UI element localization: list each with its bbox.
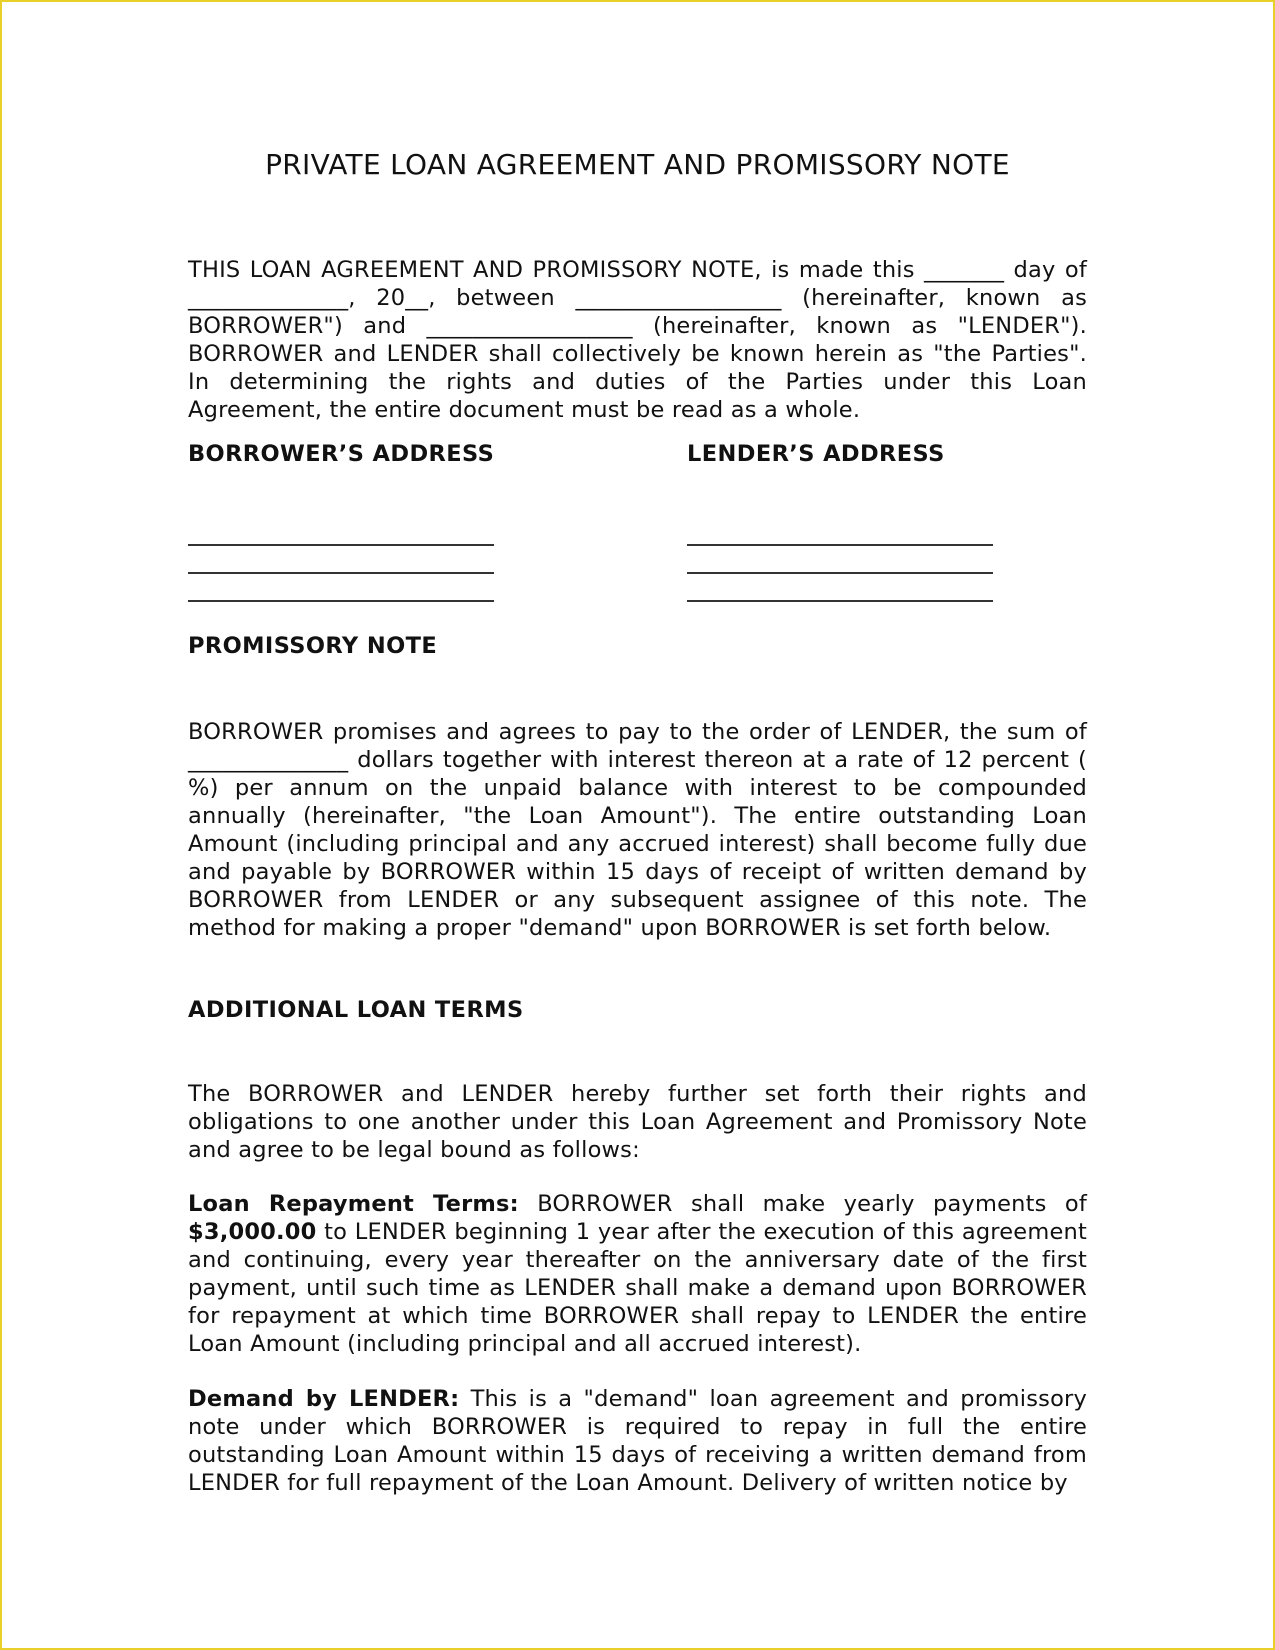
document-title: PRIVATE LOAN AGREEMENT AND PROMISSORY NOTE: [265, 148, 1010, 181]
intro-paragraph: THIS LOAN AGREEMENT AND PROMISSORY NOTE, is made this _______ day of ______________, 20__, between __________________ (hereinafter, known as BORROWER") and __________________ (hereinafter, known as "LENDER"). BORROWER and LENDER shall collectively be known herein as "the Parties". In determining the rights and duties of the Parties under this Loan Agreement, the entire document must be read as a whole.: [188, 257, 1087, 423]
additional-terms-paragraph: The BORROWER and LENDER hereby further set forth their rights and obligations to one another under this Loan Agreement and Promissory Note and agree to be legal bound as follows:: [188, 1081, 1087, 1163]
lender-address-line: [687, 546, 993, 574]
lender-address-line: [687, 574, 993, 602]
repayment-terms-text-a: BORROWER shall make yearly payments of: [518, 1191, 1087, 1217]
additional-terms-heading: ADDITIONAL LOAN TERMS: [188, 997, 524, 1023]
demand-paragraph: [188, 1385, 1087, 1497]
borrower-address-block: [188, 441, 498, 467]
repayment-amount: $3,000.00: [188, 1219, 317, 1245]
promissory-note-heading: PROMISSORY NOTE: [188, 633, 438, 659]
borrower-address-line: [188, 546, 494, 574]
lender-address-lines: [687, 518, 993, 602]
borrower-address-heading: BORROWER’S ADDRESS: [188, 441, 495, 467]
demand-text: This is a "demand" loan agreement and promissory note under which BORROWER is required to repay in full the entire outstanding Loan Amount within 15 days of receiving a written demand from LENDER for full repayment of the Loan Amount. Delivery of written notice by: [188, 1386, 1088, 1496]
demand-label: Demand by LENDER:: [188, 1386, 460, 1412]
borrower-address-line: [188, 574, 494, 602]
borrower-address-line: [188, 518, 494, 546]
lender-address-heading: LENDER’S ADDRESS: [687, 441, 945, 467]
repayment-terms-paragraph: [188, 1190, 1087, 1358]
repayment-terms-text-b: to LENDER beginning 1 year after the execution of this agreement and continuing, every year thereafter on the anniversary date of the first payment, until such time as LENDER shall make a demand upon BORROWER for repayment at which time BORROWER shall repay to LENDER the entire Loan Amount (including principal and all accrued interest).: [188, 1219, 1087, 1357]
lender-address-block: [687, 441, 997, 467]
promissory-note-paragraph: BORROWER promises and agrees to pay to the order of LENDER, the sum of ______________ dollars together with interest thereon at a rate of 12 percent ( %) per annum on the unpaid balance with interest to be compounded annually (hereinafter, "the Loan Amount"). The entire outstanding Loan Amount (including principal and any accrued interest) shall become fully due and payable by BORROWER within 15 days of receipt of written demand by BORROWER from LENDER or any subsequent assignee of this note. The method for making a proper "demand" upon BORROWER is set forth below.: [188, 719, 1087, 941]
lender-address-line: [687, 518, 993, 546]
borrower-address-lines: [188, 518, 494, 602]
repayment-terms-label: Loan Repayment Terms:: [188, 1191, 519, 1217]
